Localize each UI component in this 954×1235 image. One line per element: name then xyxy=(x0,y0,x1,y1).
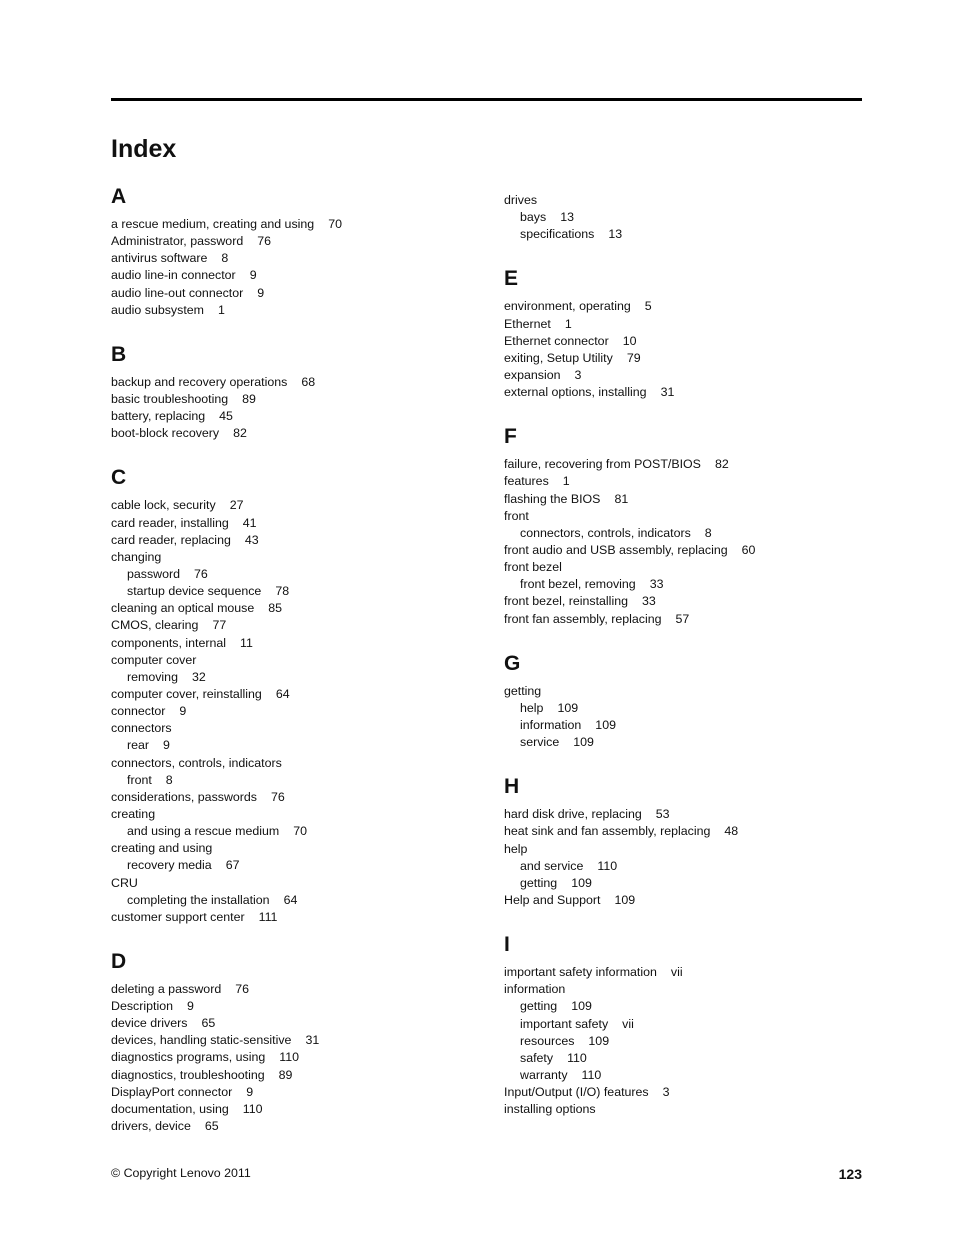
entry-page-ref: 109 xyxy=(571,999,592,1014)
entry-term: expansion xyxy=(504,367,561,382)
entry-term: specifications xyxy=(520,227,595,242)
entry-term: getting xyxy=(520,875,558,890)
entry-page-ref: 82 xyxy=(714,457,729,472)
entry-term: Description xyxy=(111,999,173,1014)
entry-page-ref: 60 xyxy=(741,542,756,557)
index-entry xyxy=(111,1015,491,1032)
index-entry xyxy=(504,333,884,350)
entry-term: CRU xyxy=(111,875,138,890)
entry-term: front bezel xyxy=(504,560,562,575)
entry-term: computer cover xyxy=(111,652,197,667)
page-title: Index xyxy=(111,135,177,163)
entry-page-ref: 68 xyxy=(301,374,316,389)
index-entry xyxy=(111,1118,491,1135)
entry-page-ref: 70 xyxy=(328,217,342,231)
entry-page-ref: 48 xyxy=(724,824,739,839)
section-letter: F xyxy=(504,425,517,449)
entry-term: devices, handling static-sensitive xyxy=(111,1033,292,1048)
index-entry xyxy=(504,981,884,998)
index-subentry xyxy=(111,857,491,874)
index-subentry xyxy=(111,737,491,754)
entry-term: front xyxy=(127,772,152,787)
entry-term: Ethernet xyxy=(504,316,551,331)
section-letter: E xyxy=(504,267,519,291)
entry-term: features xyxy=(504,474,549,489)
section-entries xyxy=(111,497,491,926)
index-entry xyxy=(504,964,884,981)
index-entry xyxy=(111,617,491,634)
entry-term: front audio and USB assembly, replacing xyxy=(504,542,728,557)
entry-page-ref: 111 xyxy=(258,909,278,924)
section-letter: A xyxy=(111,185,127,208)
entry-page-ref: 76 xyxy=(257,234,272,249)
index-entry xyxy=(111,1049,491,1066)
entry-term: card reader, installing xyxy=(111,515,229,530)
entry-term: antivirus software xyxy=(111,251,208,266)
section-entries xyxy=(504,683,884,752)
index-entry xyxy=(504,559,884,576)
index-entry xyxy=(111,267,491,284)
entry-term: creating xyxy=(111,806,156,821)
entry-term: environment, operating xyxy=(504,299,631,314)
entry-page-ref: 3 xyxy=(574,367,582,382)
index-entry xyxy=(111,549,491,566)
entry-page-ref: 110 xyxy=(597,858,618,873)
index-entry xyxy=(111,840,491,857)
entry-term: front bezel, removing xyxy=(520,577,636,592)
entry-page-ref: 89 xyxy=(278,1067,293,1082)
index-entry xyxy=(504,350,884,367)
entry-term: front bezel, reinstalling xyxy=(504,594,628,609)
entry-page-ref: 8 xyxy=(165,772,173,787)
entry-page-ref: 53 xyxy=(655,807,670,822)
entry-term: getting xyxy=(520,999,558,1014)
index-subentry xyxy=(504,700,884,717)
index-entry xyxy=(111,686,491,703)
entry-term: battery, replacing xyxy=(111,409,206,424)
index-subentry xyxy=(504,1016,884,1033)
entry-page-ref: 9 xyxy=(249,268,257,283)
index-entry xyxy=(111,216,491,233)
section-entries xyxy=(111,216,491,319)
entry-page-ref: 76 xyxy=(235,981,250,996)
index-subentry xyxy=(111,823,491,840)
index-entry xyxy=(504,611,884,628)
entry-term: getting xyxy=(504,683,542,698)
index-entry xyxy=(111,233,491,250)
index-entry xyxy=(111,652,491,669)
entry-term: audio subsystem xyxy=(111,302,204,317)
entry-page-ref: 76 xyxy=(194,566,208,581)
section-entries xyxy=(504,964,884,1118)
entry-page-ref: 109 xyxy=(573,735,594,750)
section-entries xyxy=(504,456,884,627)
entry-term: drives xyxy=(504,193,538,207)
entry-term: information xyxy=(504,982,566,997)
entry-term: and service xyxy=(520,858,584,873)
section-entries xyxy=(111,374,491,443)
entry-page-ref: 9 xyxy=(257,285,265,300)
index-entry xyxy=(111,703,491,720)
entry-page-ref: 70 xyxy=(293,824,308,839)
index-entry xyxy=(111,755,491,772)
index-section-c xyxy=(111,464,491,926)
index-section-g xyxy=(504,650,884,752)
entry-page-ref: 43 xyxy=(244,532,259,547)
entry-page-ref: 65 xyxy=(204,1119,219,1134)
entry-page-ref: 1 xyxy=(562,474,570,489)
entry-term: help xyxy=(520,700,544,715)
continued-entries xyxy=(504,192,884,243)
entry-page-ref: 8 xyxy=(221,251,229,266)
entry-term: basic troubleshooting xyxy=(111,391,229,406)
page-number: 123 xyxy=(838,1166,862,1182)
entry-term: removing xyxy=(127,669,178,684)
section-entries xyxy=(504,806,884,909)
entry-term: computer cover, reinstalling xyxy=(111,686,262,701)
entry-term: connector xyxy=(111,704,166,719)
index-section-d xyxy=(111,948,491,1135)
index-entry xyxy=(504,491,884,508)
entry-page-ref: 109 xyxy=(588,1033,610,1048)
entry-page-ref: 110 xyxy=(581,1067,602,1082)
entry-page-ref: 3 xyxy=(662,1085,670,1100)
entry-page-ref: 41 xyxy=(242,515,257,530)
index-entry xyxy=(111,875,491,892)
entry-term: device drivers xyxy=(111,1016,188,1031)
entry-term: service xyxy=(520,735,560,750)
entry-term: DisplayPort connector xyxy=(111,1084,233,1099)
index-entry xyxy=(111,425,491,442)
entry-term: resources xyxy=(520,1033,575,1048)
entry-term: card reader, replacing xyxy=(111,532,231,547)
index-subentry xyxy=(504,717,884,734)
index-entry xyxy=(111,1084,491,1101)
entry-page-ref: 78 xyxy=(275,584,290,599)
index-entry xyxy=(111,1101,491,1118)
index-subentry xyxy=(504,998,884,1015)
index-entry xyxy=(111,408,491,425)
entry-term: help xyxy=(504,841,528,856)
entry-page-ref: 13 xyxy=(608,227,623,242)
section-letter: I xyxy=(504,933,510,957)
entry-page-ref: 33 xyxy=(641,594,656,609)
index-entry xyxy=(504,1084,884,1101)
entry-term: cable lock, security xyxy=(111,498,216,513)
entry-page-ref: 57 xyxy=(675,611,690,626)
entry-term: completing the installation xyxy=(127,892,270,907)
header-rule xyxy=(111,98,862,101)
entry-term: startup device sequence xyxy=(127,584,262,599)
index-entry xyxy=(111,515,491,532)
index-subentry xyxy=(504,1033,884,1050)
index-section-a xyxy=(111,183,491,319)
section-letter: B xyxy=(111,342,127,366)
entry-term: external options, installing xyxy=(504,385,647,400)
index-entry xyxy=(111,302,491,319)
entry-page-ref: 45 xyxy=(219,409,233,424)
entry-term: audio line-in connector xyxy=(111,268,236,283)
section-entries xyxy=(504,298,884,401)
entry-term: deleting a password xyxy=(111,981,222,996)
entry-term: connectors, controls, indicators xyxy=(111,755,282,770)
index-entry xyxy=(111,789,491,806)
entry-page-ref: 32 xyxy=(191,669,206,684)
section-letter: G xyxy=(504,651,521,675)
index-entry xyxy=(504,456,884,473)
index-entry xyxy=(504,593,884,610)
index-subentry xyxy=(504,226,884,243)
index-subentry xyxy=(504,209,884,226)
index-subentry xyxy=(111,566,491,583)
entry-term: backup and recovery operations xyxy=(111,374,288,389)
entry-term: connectors, controls, indicators xyxy=(520,525,691,540)
index-entry xyxy=(504,806,884,823)
entry-page-ref: 31 xyxy=(660,385,675,400)
index-subentry xyxy=(504,734,884,751)
index-section-i xyxy=(504,931,884,1118)
entry-term: bays xyxy=(520,210,547,225)
index-entry xyxy=(504,473,884,490)
entry-page-ref: 10 xyxy=(622,333,637,348)
index-entry xyxy=(111,532,491,549)
copyright-notice: © Copyright Lenovo 2011 xyxy=(111,1166,251,1180)
index-entry xyxy=(504,316,884,333)
entry-page-ref: 110 xyxy=(567,1050,587,1065)
entry-page-ref: vii xyxy=(670,965,683,980)
entry-term: diagnostics programs, using xyxy=(111,1050,266,1065)
entry-page-ref: 8 xyxy=(704,525,712,540)
index-entry xyxy=(504,841,884,858)
index-section-f xyxy=(504,423,884,627)
entry-term: important safety information xyxy=(504,965,657,980)
index-column-left xyxy=(111,183,491,1157)
index-entry xyxy=(111,285,491,302)
entry-term: information xyxy=(520,717,582,732)
entry-term: connectors xyxy=(111,721,172,736)
entry-term: flashing the BIOS xyxy=(504,491,601,506)
entry-page-ref: 9 xyxy=(163,738,170,753)
index-entry xyxy=(504,298,884,315)
section-letter: C xyxy=(111,466,127,490)
entry-term: CMOS, clearing xyxy=(111,618,199,633)
index-subentry xyxy=(111,669,491,686)
entry-term: installing options xyxy=(504,1102,596,1117)
entry-term: warranty xyxy=(520,1067,568,1082)
index-entry xyxy=(111,720,491,737)
index-subentry xyxy=(111,892,491,909)
entry-page-ref: 67 xyxy=(225,858,240,873)
entry-term: Ethernet connector xyxy=(504,333,609,348)
entry-page-ref: 9 xyxy=(246,1084,254,1099)
entry-term: diagnostics, troubleshooting xyxy=(111,1067,265,1082)
index-entry xyxy=(504,823,884,840)
entry-term: rear xyxy=(127,738,150,753)
index-subentry xyxy=(504,525,884,542)
entry-term: recovery media xyxy=(127,858,212,873)
entry-term: front xyxy=(504,508,529,523)
entry-term: changing xyxy=(111,549,162,564)
index-entry xyxy=(504,892,884,909)
entry-page-ref: 9 xyxy=(186,999,194,1014)
index-entry xyxy=(504,508,884,525)
entry-page-ref: 1 xyxy=(217,302,225,317)
entry-term: and using a rescue medium xyxy=(127,824,280,839)
section-letter: H xyxy=(504,775,520,799)
entry-term: customer support center xyxy=(111,909,245,924)
index-entry xyxy=(111,1067,491,1084)
entry-term: drivers, device xyxy=(111,1119,191,1134)
index-subentry xyxy=(111,583,491,600)
entry-term: Input/Output (I/O) features xyxy=(504,1085,649,1100)
entry-term: failure, recovering from POST/BIOS xyxy=(504,457,701,472)
entry-page-ref: 109 xyxy=(571,875,592,890)
index-subentry xyxy=(504,858,884,875)
index-entry xyxy=(111,998,491,1015)
index-entry xyxy=(504,367,884,384)
entry-term: boot-block recovery xyxy=(111,426,220,441)
entry-page-ref: 65 xyxy=(201,1016,216,1031)
entry-page-ref: 76 xyxy=(271,789,285,804)
entry-term: exiting, Setup Utility xyxy=(504,350,613,365)
index-entry xyxy=(504,192,884,209)
index-section-e xyxy=(504,265,884,401)
entry-term: heat sink and fan assembly, replacing xyxy=(504,824,711,839)
entry-page-ref: 89 xyxy=(242,391,256,406)
index-section-b xyxy=(111,341,491,443)
index-entry xyxy=(111,391,491,408)
entry-page-ref: 109 xyxy=(557,700,579,715)
index-column-right xyxy=(504,192,884,1140)
entry-page-ref: 85 xyxy=(268,601,283,616)
entry-page-ref: 77 xyxy=(212,618,227,633)
index-subentry xyxy=(504,576,884,593)
entry-term: considerations, passwords xyxy=(111,789,258,804)
entry-term: safety xyxy=(520,1050,554,1065)
index-entry xyxy=(111,909,491,926)
entry-term: a rescue medium, creating and using xyxy=(111,217,315,231)
index-entry xyxy=(504,1101,884,1118)
entry-term: components, internal xyxy=(111,635,227,650)
entry-term: hard disk drive, replacing xyxy=(504,807,642,822)
entry-page-ref: 13 xyxy=(560,210,574,225)
entry-page-ref: 64 xyxy=(283,892,298,907)
entry-page-ref: 27 xyxy=(229,498,244,513)
entry-term: password xyxy=(127,566,181,581)
entry-page-ref: 31 xyxy=(305,1033,320,1048)
entry-term: creating and using xyxy=(111,841,213,856)
entry-term: documentation, using xyxy=(111,1101,229,1116)
index-entry xyxy=(504,683,884,700)
entry-page-ref: 110 xyxy=(279,1050,300,1065)
entry-term: cleaning an optical mouse xyxy=(111,601,255,616)
entry-page-ref: 1 xyxy=(564,316,572,331)
entry-page-ref: 33 xyxy=(649,577,664,592)
entry-page-ref: vii xyxy=(622,1016,634,1031)
entry-term: audio line-out connector xyxy=(111,285,244,300)
entry-page-ref: 5 xyxy=(644,299,652,314)
index-entry xyxy=(111,497,491,514)
entry-page-ref: 109 xyxy=(614,892,636,907)
entry-term: Administrator, password xyxy=(111,234,244,249)
index-subentry xyxy=(111,772,491,789)
entry-page-ref: 9 xyxy=(179,704,187,719)
section-letter: D xyxy=(111,949,127,973)
index-entry xyxy=(111,806,491,823)
entry-term: front fan assembly, replacing xyxy=(504,611,662,626)
entry-page-ref: 110 xyxy=(242,1101,263,1116)
entry-page-ref: 81 xyxy=(614,491,629,506)
entry-page-ref: 64 xyxy=(275,686,290,701)
index-section-h xyxy=(504,773,884,909)
entry-page-ref: 79 xyxy=(626,350,641,365)
entry-page-ref: 82 xyxy=(233,426,247,441)
entry-term: Help and Support xyxy=(504,892,601,907)
index-entry xyxy=(111,635,491,652)
index-subentry xyxy=(504,875,884,892)
index-entry xyxy=(504,542,884,559)
index-subentry xyxy=(504,1050,884,1067)
section-entries xyxy=(111,981,491,1135)
entry-page-ref: 109 xyxy=(595,717,616,732)
index-subentry xyxy=(504,1067,884,1084)
index-entry xyxy=(111,374,491,391)
entry-term: important safety xyxy=(520,1016,609,1031)
index-entry xyxy=(111,1032,491,1049)
index-entry xyxy=(504,384,884,401)
index-entry xyxy=(111,250,491,267)
entry-page-ref: 11 xyxy=(240,635,253,650)
index-entry xyxy=(111,981,491,998)
index-entry xyxy=(111,600,491,617)
